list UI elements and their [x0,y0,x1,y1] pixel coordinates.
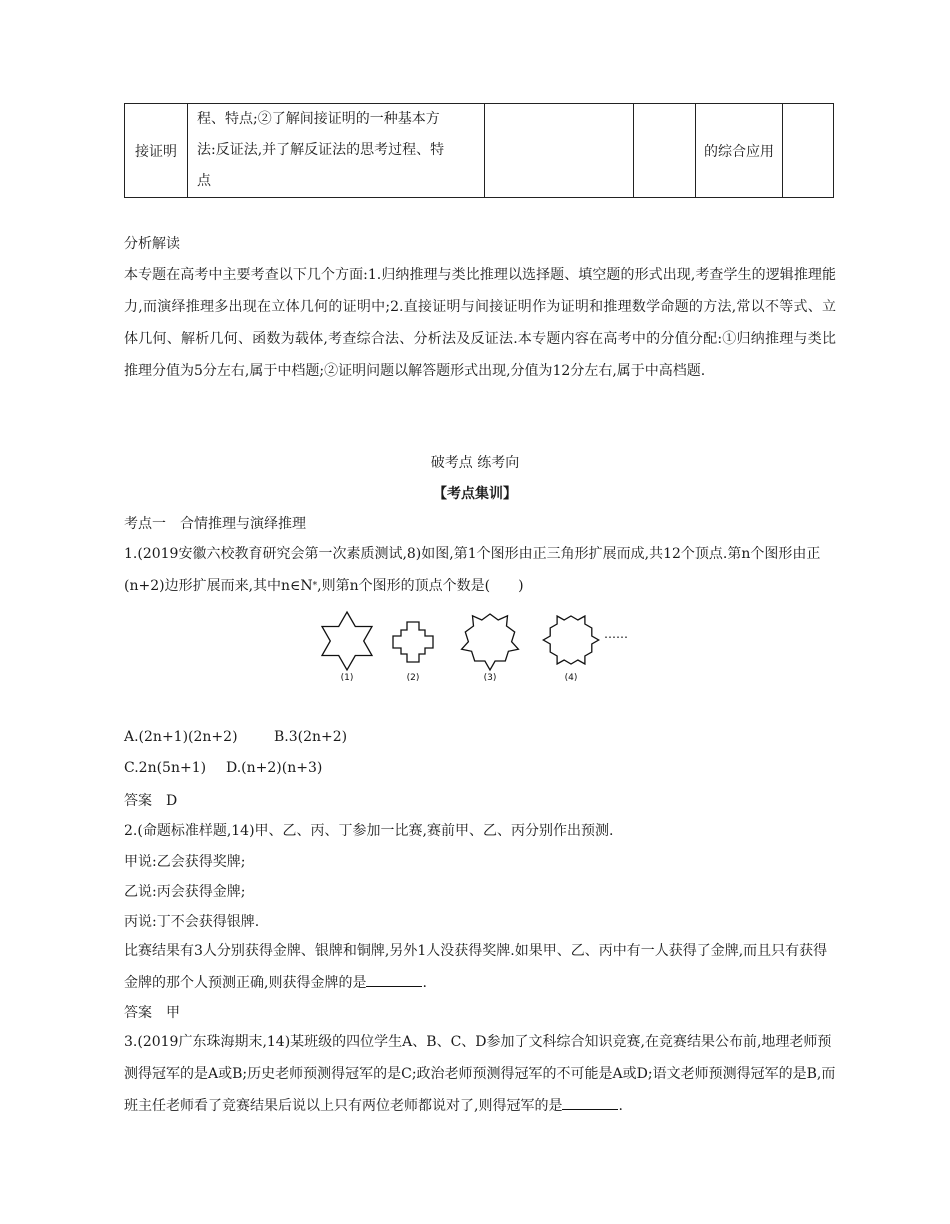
question-1-text [124,538,834,602]
table-cell-line: 程、特点;②了解间接证明的一种基本方 [197,111,440,127]
question-2-end: . [422,975,427,991]
statement-bing: 丙说:丁不会获得银牌. [124,914,260,930]
answer-value: 甲 [166,1005,180,1021]
figure-label: (3) [483,673,497,683]
section-subtitle: 【考点集训】 [433,486,517,502]
topic-heading: 考点一 合情推理与演绎推理 [124,516,306,532]
answer-line [124,1002,180,1022]
answer-label: 答案 [124,793,152,809]
question-2-body [124,935,836,999]
table-cell-application: 的综合应用 [696,104,783,198]
question-1-stem-end: ,则第n个图形的顶点个数是( ) [317,578,524,594]
question-3-text: 3.(2019广东珠海期末,14)某班级的四位学生A、B、C、D参加了文科综合知识竞赛,在竞赛结果公布前,地理老师预测得冠军的是A或B;历史老师预测得冠军的是C;政治老师预测得冠军的不可能是A或D;语文老师预测得冠军的是B,而班主任老师看了竞赛结果后说以上只有两位老师都说对了,则得冠军的是 [124,1034,836,1114]
figure-2-cross [393,622,433,662]
question-2-intro: 2.(命题标准样题,14)甲、乙、丙、丁参加一比赛,赛前甲、乙、丙分别作出预测. [124,823,614,839]
table-row [125,104,834,198]
vertex-figures [300,598,640,688]
table-cell-line: 法:反证法,并了解反证法的思考过程、特 [197,142,445,158]
syllabus-table-fragment [124,103,834,198]
table-cell-topic: 接证明 [125,104,188,198]
table-cell-empty [634,104,696,198]
figure-1-star [322,612,372,670]
superscript: * [312,581,318,591]
answer-blank [366,972,422,987]
figure-label: (2) [406,673,420,683]
statement-yi: 乙说:丙会获得金牌; [124,884,246,900]
analysis-body: 本专题在高考中主要考查以下几个方面:1.归纳推理与类比推理以选择题、填空题的形式出现,考查学生的逻辑推理能力,而演绎推理多出现在立体几何的证明中;2.直接证明与间接证明作为证明和推理数学命题的方法,常以不等式、立体几何、解析几何、函数为载体,考查综合法、分析法及反证法.本专题内容在高考中的分值分配:①归纳推理与类比推理分值为5分左右,属于中档题;②证明问题以解答题形式出现,分值为12分左右,属于中高档题. [124,267,836,379]
option-a: A.(2n+1)(2n+2) [124,729,238,745]
table-cell-empty [485,104,634,198]
figure-ellipsis: …… [604,627,628,641]
question-3-end: . [618,1098,623,1114]
answer-line [124,790,177,810]
section-title: 破考点 练考向 [430,455,520,471]
table-cell-line: 点 [197,173,211,189]
answer-blank [562,1095,618,1110]
analysis-heading: 分析解读 [124,236,180,252]
answer-label: 答案 [124,1005,152,1021]
option-c: C.2n(5n+1) [124,760,207,776]
figure-label: (1) [340,673,354,683]
question-1-stem: 1.(2019安徽六校教育研究会第一次素质测试,8)如图,第1个图形由正三角形扩展而成,共12个顶点.第n个图形由正(n+2)边形扩展而来,其中n∈N [124,546,821,594]
answer-value: D [166,793,178,809]
question-2-text: 比赛结果有3人分别获得金牌、银牌和铜牌,另外1人没获得奖牌.如果甲、乙、丙中有一人获得了金牌,而且只有获得金牌的那个人预测正确,则获得金牌的是 [124,943,828,991]
figure-3-pentagon-snowflake [462,614,519,670]
table-cell-requirement [188,104,485,198]
table-cell-empty [783,104,834,198]
figure-label: (4) [564,673,578,683]
question-3-body [124,1026,836,1122]
option-b: B.3(2n+2) [274,729,348,745]
statement-jia: 甲说:乙会获得奖牌; [124,854,246,870]
option-d: D.(n+2)(n+3) [226,760,323,776]
figure-4-hexagon-snowflake [543,616,598,664]
